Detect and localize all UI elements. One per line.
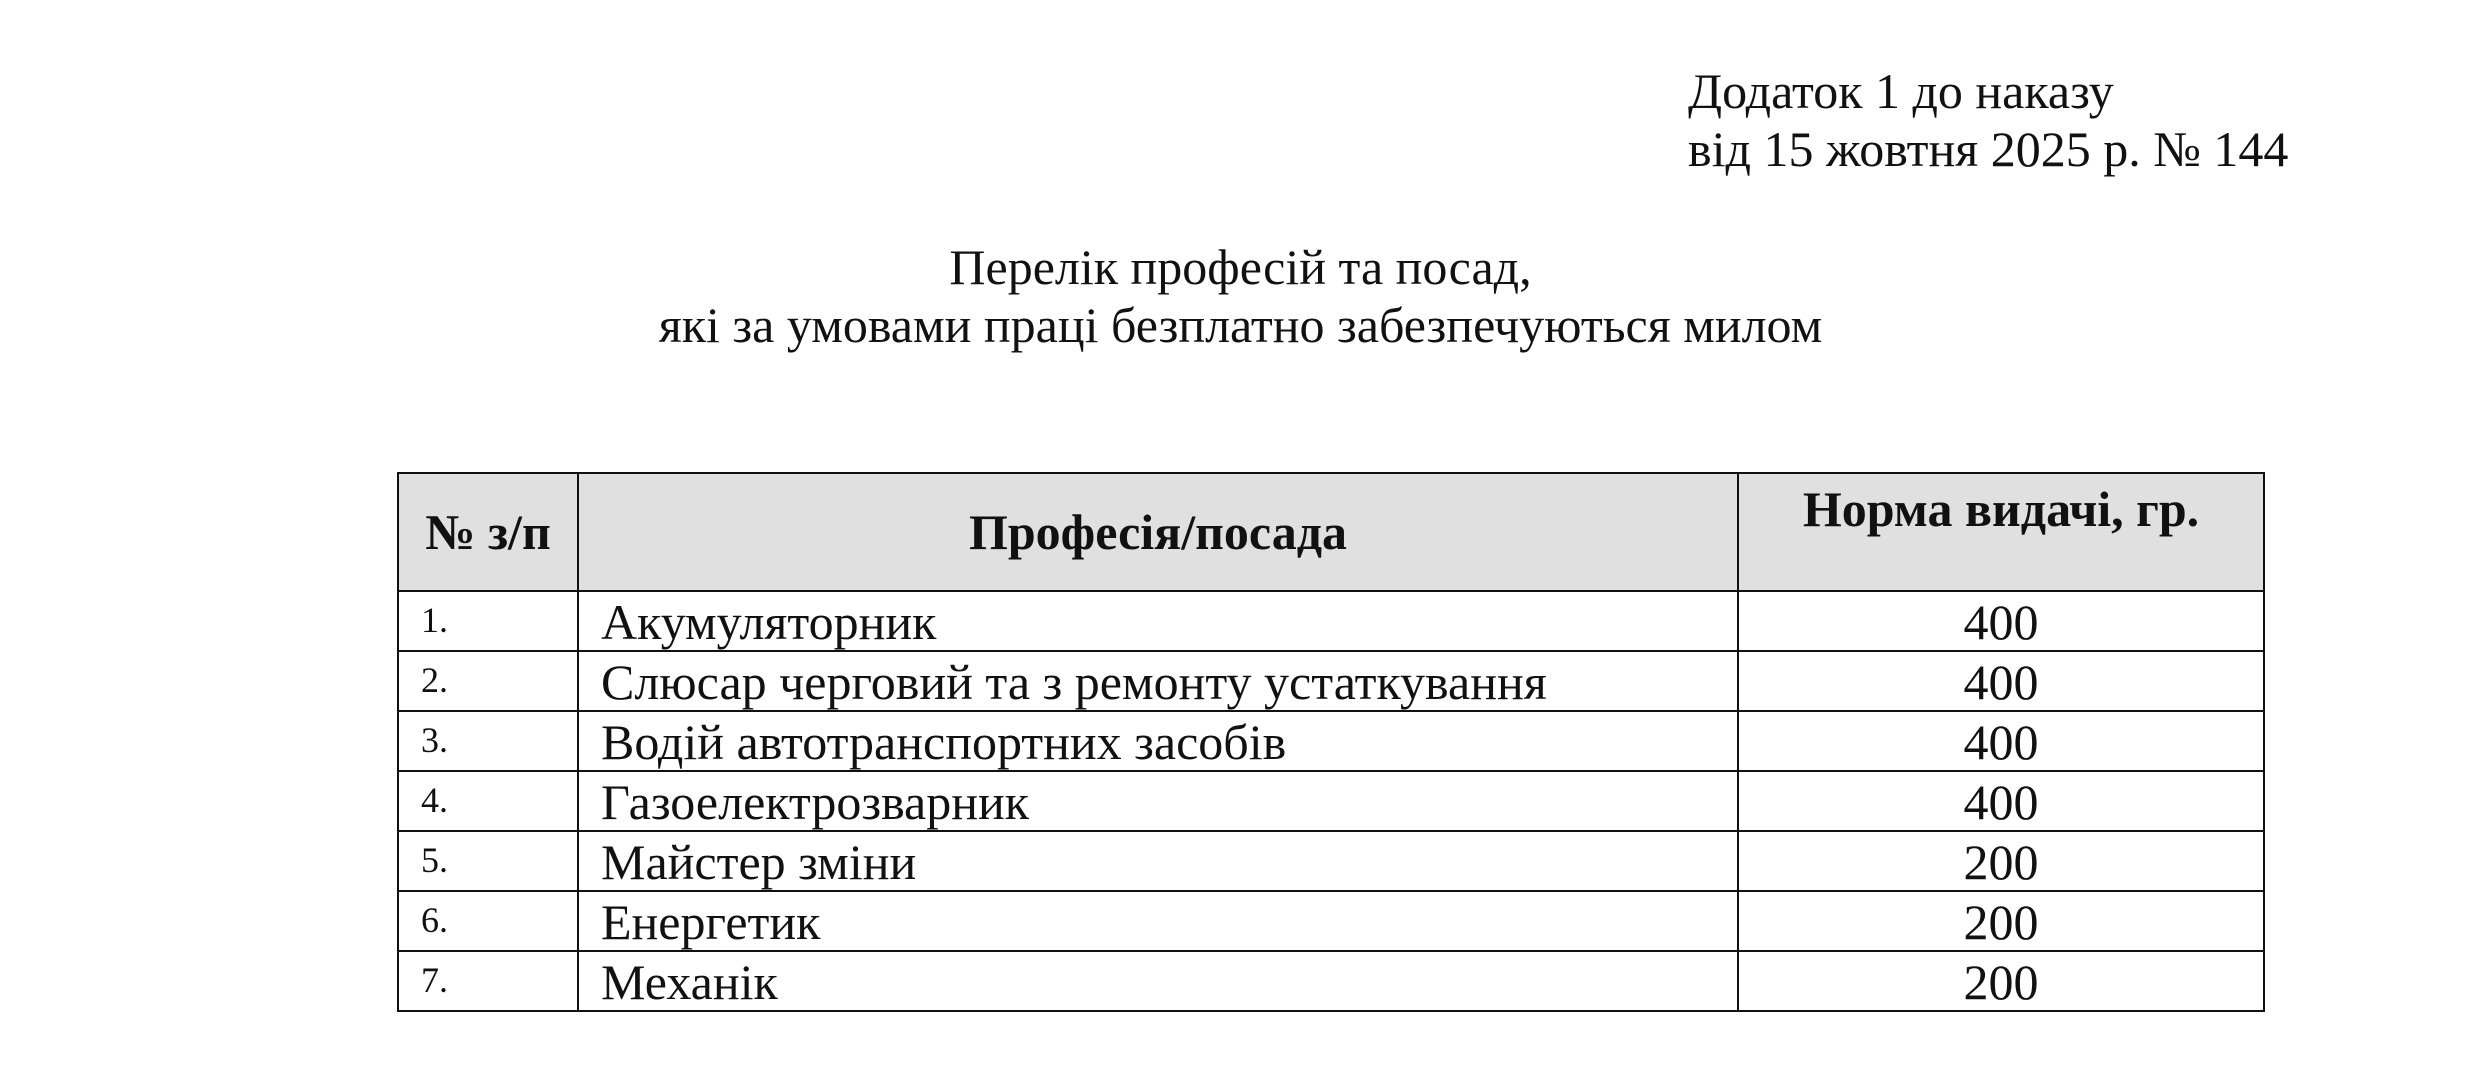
table-header-row [398,473,2264,591]
row-number: 7. [398,951,578,1011]
table-row [398,831,2264,891]
row-norm: 400 [1738,591,2264,651]
row-profession: Енергетик [578,891,1738,951]
row-profession: Механік [578,951,1738,1011]
row-number: 3. [398,711,578,771]
document-title [0,238,2481,354]
annex-line-order: Додаток 1 до наказу [1688,63,2114,119]
title-line-1: Перелік професій та посад, [949,239,1532,295]
row-number: 5. [398,831,578,891]
row-profession: Водій автотранспортних засобів [578,711,1738,771]
annex-line-date: від 15 жовтня 2025 р. № 144 [1688,121,2289,177]
table-row [398,771,2264,831]
table-row [398,651,2264,711]
header-number: № з/п [398,473,578,591]
table-row [398,891,2264,951]
row-number: 2. [398,651,578,711]
row-number: 1. [398,591,578,651]
soap-norms-table [397,472,2265,1012]
row-norm: 200 [1738,951,2264,1011]
row-profession: Акумуляторник [578,591,1738,651]
row-profession: Майстер зміни [578,831,1738,891]
row-number: 4. [398,771,578,831]
row-norm: 200 [1738,831,2264,891]
table-row [398,591,2264,651]
row-number: 6. [398,891,578,951]
header-norm: Норма видачі, гр. [1738,473,2264,591]
table-row [398,951,2264,1011]
title-line-2: які за умовами праці безплатно забезпечуються милом [658,297,1823,353]
annex-header [1688,62,2288,178]
row-norm: 400 [1738,651,2264,711]
table-row [398,711,2264,771]
row-norm: 400 [1738,711,2264,771]
row-norm: 200 [1738,891,2264,951]
header-profession: Професія/посада [578,473,1738,591]
row-profession: Слюсар черговий та з ремонту устаткування [578,651,1738,711]
row-norm: 400 [1738,771,2264,831]
row-profession: Газоелектрозварник [578,771,1738,831]
